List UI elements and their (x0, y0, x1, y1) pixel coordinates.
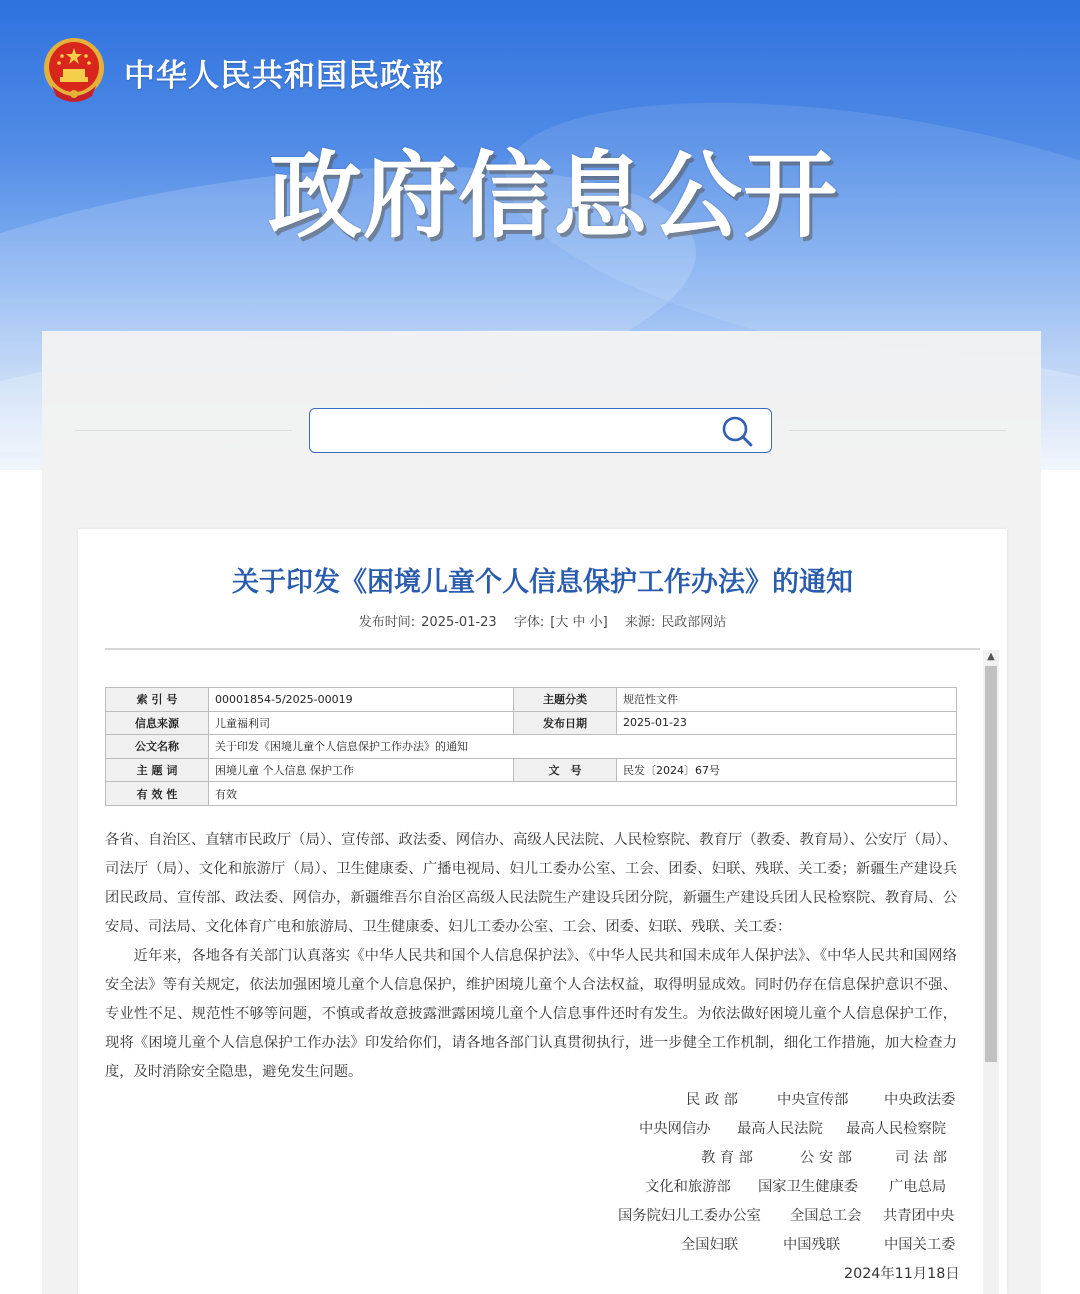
signatory-row (0, 1144, 1080, 1173)
keywords-label: 主 题 词 (106, 758, 209, 782)
signatory-row (0, 1202, 1080, 1231)
signatory: 教 育 部 (701, 1150, 753, 1166)
signatory: 共青团中央 (883, 1208, 955, 1224)
addressees-paragraph: 各省、自治区、直辖市民政厅（局）、宣传部、政法委、网信办、高级人民法院、人民检察院、教育厅（教委、教育局）、公安厅（局）、司法厅（局）、文化和旅游厅（局）、卫生健康委、广播电视局、妇儿工委办公室、工会、团委、妇联、残联、关工委；新疆生产建设兵团民政局、宣传部、政法委、网信办，新疆维吾尔自治区高级人民法院生产建设兵团分院，新疆生产建设兵团人民检察院、教育局、公安局、司法局、文化体育广电和旅游局、卫生健康委、妇儿工委办公室、工会、团委、妇联、残联、关工委： (105, 832, 957, 935)
search-divider-right (789, 430, 1006, 431)
doc-name-value: 关于印发《困境儿童个人信息保护工作办法》的通知 (209, 735, 957, 759)
signing-date-row (0, 1260, 1080, 1289)
signatory: 中国关工委 (884, 1237, 956, 1253)
index-label: 索 引 号 (106, 688, 209, 712)
signatory: 民 政 部 (686, 1092, 738, 1108)
hero-title: 政府信息公开 (268, 142, 839, 251)
signatory: 国务院妇儿工委办公室 (618, 1208, 761, 1224)
signatory: 文化和旅游部 (645, 1179, 731, 1195)
publish-date: 2025-01-23 (421, 615, 497, 630)
search-divider-left (75, 430, 292, 431)
date-value: 2025-01-23 (617, 711, 957, 735)
signatory: 公 安 部 (800, 1150, 852, 1166)
table-row (106, 782, 957, 806)
table-row (106, 758, 957, 782)
index-value: 00001854-5/2025-00019 (209, 688, 514, 712)
table-row (106, 735, 957, 759)
signatory-row (0, 1231, 1080, 1260)
signatory: 中国残联 (783, 1237, 841, 1253)
doc-name-label: 公文名称 (106, 735, 209, 759)
font-size-label: 字体: (513, 615, 545, 630)
table-row (106, 711, 957, 735)
search-box[interactable] (309, 408, 772, 453)
doc-number-label: 文 号 (514, 758, 617, 782)
doc-number-value: 民发〔2024〕67号 (617, 758, 957, 782)
font-size-switcher[interactable]: [大 中 小] (550, 615, 608, 630)
signatory: 全国妇联 (681, 1237, 739, 1253)
topic-label: 主题分类 (514, 688, 617, 712)
validity-label: 有 效 性 (106, 782, 209, 806)
title-divider (105, 648, 980, 650)
signatory: 广电总局 (889, 1179, 947, 1195)
article-title: 关于印发《困境儿童个人信息保护工作办法》的通知 (232, 567, 853, 598)
date-label: 发布日期 (514, 711, 617, 735)
article-body (105, 826, 957, 1087)
signatory: 中央宣传部 (777, 1092, 849, 1108)
signatory: 国家卫生健康委 (758, 1179, 859, 1195)
table-row (106, 688, 957, 712)
scroll-up-arrow-icon[interactable]: ▲ (987, 651, 995, 662)
publish-label: 发布时间: (358, 615, 416, 630)
scrollbar-thumb[interactable] (985, 666, 997, 1062)
signatory-row (0, 1115, 1080, 1144)
origin-value: 儿童福利司 (209, 711, 514, 735)
signing-date: 2024年11月18日 (844, 1266, 960, 1282)
keywords-value: 困境儿童 个人信息 保护工作 (209, 758, 514, 782)
validity-value: 有效 (209, 782, 957, 806)
body-paragraph: 近年来，各地各有关部门认真落实《中华人民共和国个人信息保护法》、《中华人民共和国未成年人保护法》、《中华人民共和国网络安全法》等有关规定，依法加强困境儿童个人信息保护，维护困境儿童个人合法权益，取得明显成效。同时仍存在信息保护意识不强、专业性不足、规范性不够等问题，不慎或者故意披露泄露困境儿童个人信息事件还时有发生。为依法做好困境儿童个人信息保护工作，现将《困境儿童个人信息保护工作办法》印发给你们，请各地各部门认真贯彻执行，进一步健全工作机制，细化工作措施，加大检查力度，及时消除安全隐患，避免发生问题。 (105, 948, 957, 1080)
origin-label: 信息来源 (106, 711, 209, 735)
site-name[interactable]: 中华人民共和国民政部 (124, 58, 444, 94)
topic-value: 规范性文件 (617, 688, 957, 712)
signatory-row (0, 1086, 1080, 1115)
search-icon[interactable] (720, 414, 754, 448)
signatory: 最高人民法院 (737, 1121, 823, 1137)
signatory: 全国总工会 (790, 1208, 862, 1224)
source-value: 民政部网站 (661, 615, 727, 630)
source-label: 来源: (624, 615, 656, 630)
search-input[interactable] (320, 415, 710, 447)
signatory: 司 法 部 (895, 1150, 947, 1166)
article-meta (78, 611, 1007, 630)
signatory-row (0, 1173, 1080, 1202)
document-info-table (105, 687, 957, 806)
signatory: 最高人民检察院 (846, 1121, 947, 1137)
signatory: 中央网信办 (639, 1121, 711, 1137)
signatory: 中央政法委 (884, 1092, 956, 1108)
national-emblem-icon[interactable] (42, 36, 106, 104)
